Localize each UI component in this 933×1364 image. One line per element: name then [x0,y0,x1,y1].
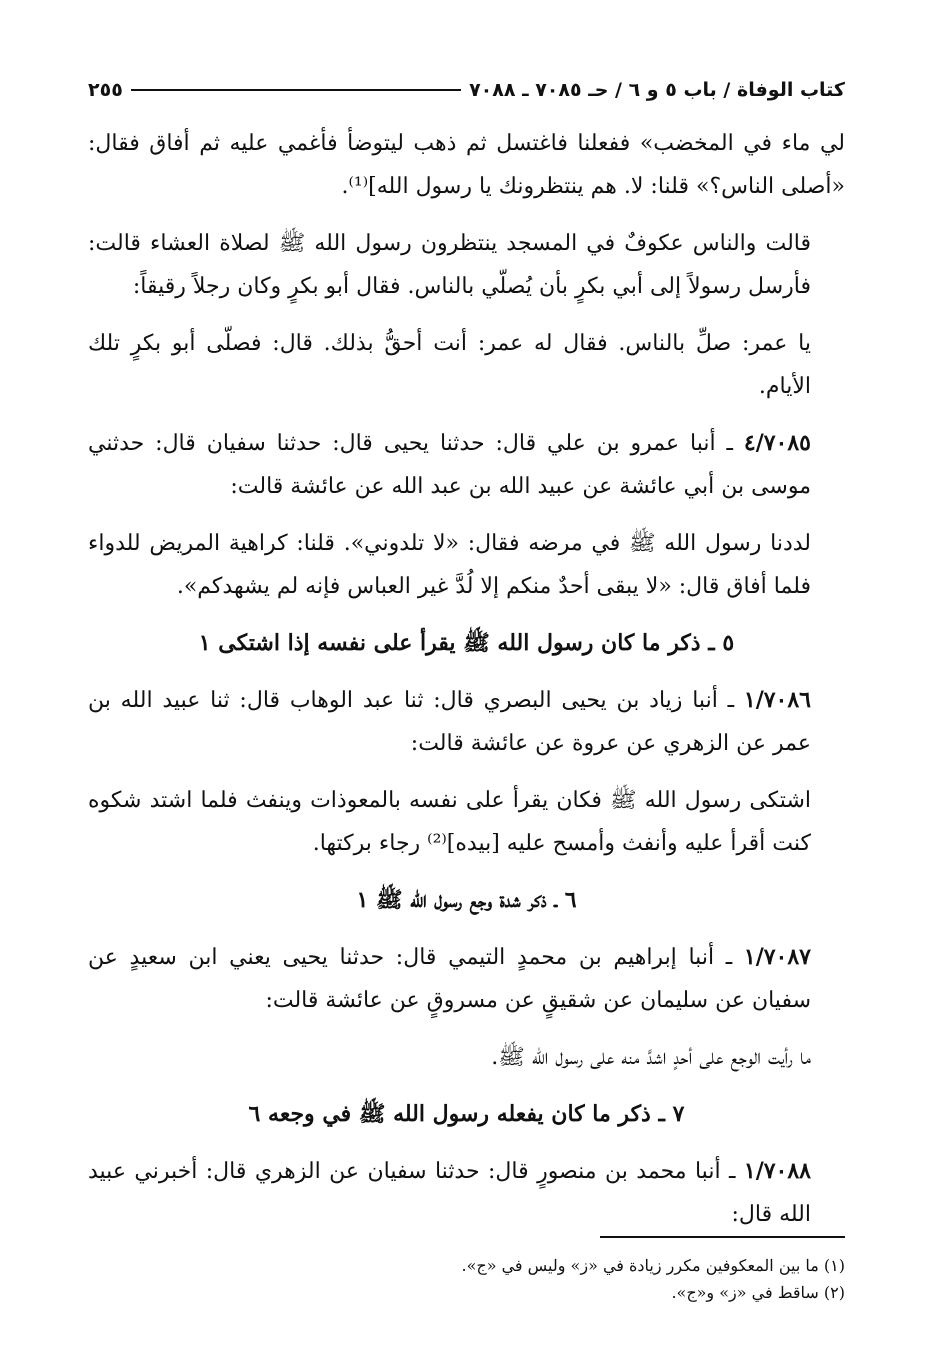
paragraph: اشتكى رسول الله ﷺ فكان يقرأ على نفسه بالمعوذات وينفث فلما اشتد شكوه كنت أقرأ عليه وأنفث وأمسح عليه [بيده]⁽²⁾ رجاء بركتها. [88,788,811,856]
header-title: كتاب الوفاة / باب ٥ و ٦ / حـ ٧٠٨٥ ـ ٧٠٨٨ [469,79,845,101]
chapter-heading: ٦ ـ ذكر شدة وجع رسول الله ﷺ ١ [356,887,577,913]
running-header [88,70,845,110]
footnotes [88,1252,845,1306]
hadith-number: ١/٧٠٨٨ [743,1158,811,1184]
paragraph: لي ماء في المخضب» ففعلنا فاغتسل ثم ذهب ليتوضأ فأغمي عليه ثم أفاق فقال: «أصلى الناس؟» قلنا: لا. هم ينتظرونك يا رسول الله]⁽¹⁾. [88,131,845,199]
hadith-text: ـ أنبا إبراهيم بن محمدٍ التيمي قال: حدثنا يحيى يعني ابن سعيدٍ عن سفيان عن سليمان عن شقيقٍ عن مسروقٍ عن عائشة قالت: [88,945,811,1013]
paragraph: لددنا رسول الله ﷺ في مرضه فقال: «لا تلدوني». قلنا: كراهية المريض للدواء فلما أفاق قال: «لا يبقى أحدٌ منكم إلا لُدَّ غير العباس فإنه لم يشهدكم». [88,531,811,599]
hadith-number: ٤/٧٠٨٥ [743,430,811,456]
hadith-paragraph [88,1150,845,1236]
footnote-rule [600,1236,845,1238]
hadith-paragraph [88,422,845,508]
hadith-paragraph [88,679,845,765]
paragraph: ما رأيت الوجع على أحدٍ اشدَّ منه على رسول الله ﷺ. [491,1045,811,1070]
hadith-text: ـ أنبا عمرو بن علي قال: حدثنا يحيى قال: حدثنا سفيان قال: حدثني موسى بن أبي عائشة عن عبيد الله بن عبد الله عن عائشة قالت: [88,431,811,499]
chapter-heading: ٧ ـ ذكر ما كان يفعله رسول الله ﷺ في وجعه ٦ [248,1101,685,1127]
hadith-paragraph [88,936,845,1022]
footnote: (٢) ساقط في «ز» و«ج». [671,1283,845,1302]
page-number: ٢٥٥ [88,79,123,101]
hadith-number: ١/٧٠٨٦ [743,687,811,713]
hadith-text: ـ أنبا زياد بن يحيى البصري قال: ثنا عبد الوهاب قال: ثنا عبيد الله بن عمر عن الزهري عن عروة عن عائشة قالت: [88,688,811,756]
footnote: (١) ما بين المعكوفين مكرر زيادة في «ز» وليس في «ج». [461,1256,845,1275]
hadith-text: ـ أنبا محمد بن منصورٍ قال: حدثنا سفيان عن الزهري قال: أخبرني عبيد الله قال: [88,1159,811,1227]
paragraph: قالت والناس عكوفٌ في المسجد ينتظرون رسول الله ﷺ لصلاة العشاء قالت: فأرسل رسولاً إلى أبي بكرٍ بأن يُصلّي بالناس. فقال أبو بكرٍ وكان رجلاً رقيقاً: [88,231,811,299]
paragraph: يا عمر: صلِّ بالناس. فقال له عمر: أنت أحقُّ بذلك. قال: فصلّى أبو بكرٍ تلك الأيام. [88,331,811,399]
page-body [88,122,845,1250]
header-rule [131,89,461,91]
chapter-heading: ٥ ـ ذكر ما كان رسول الله ﷺ يقرأ على نفسه إذا اشتكى ١ [198,630,735,656]
hadith-number: ١/٧٠٨٧ [743,944,811,970]
